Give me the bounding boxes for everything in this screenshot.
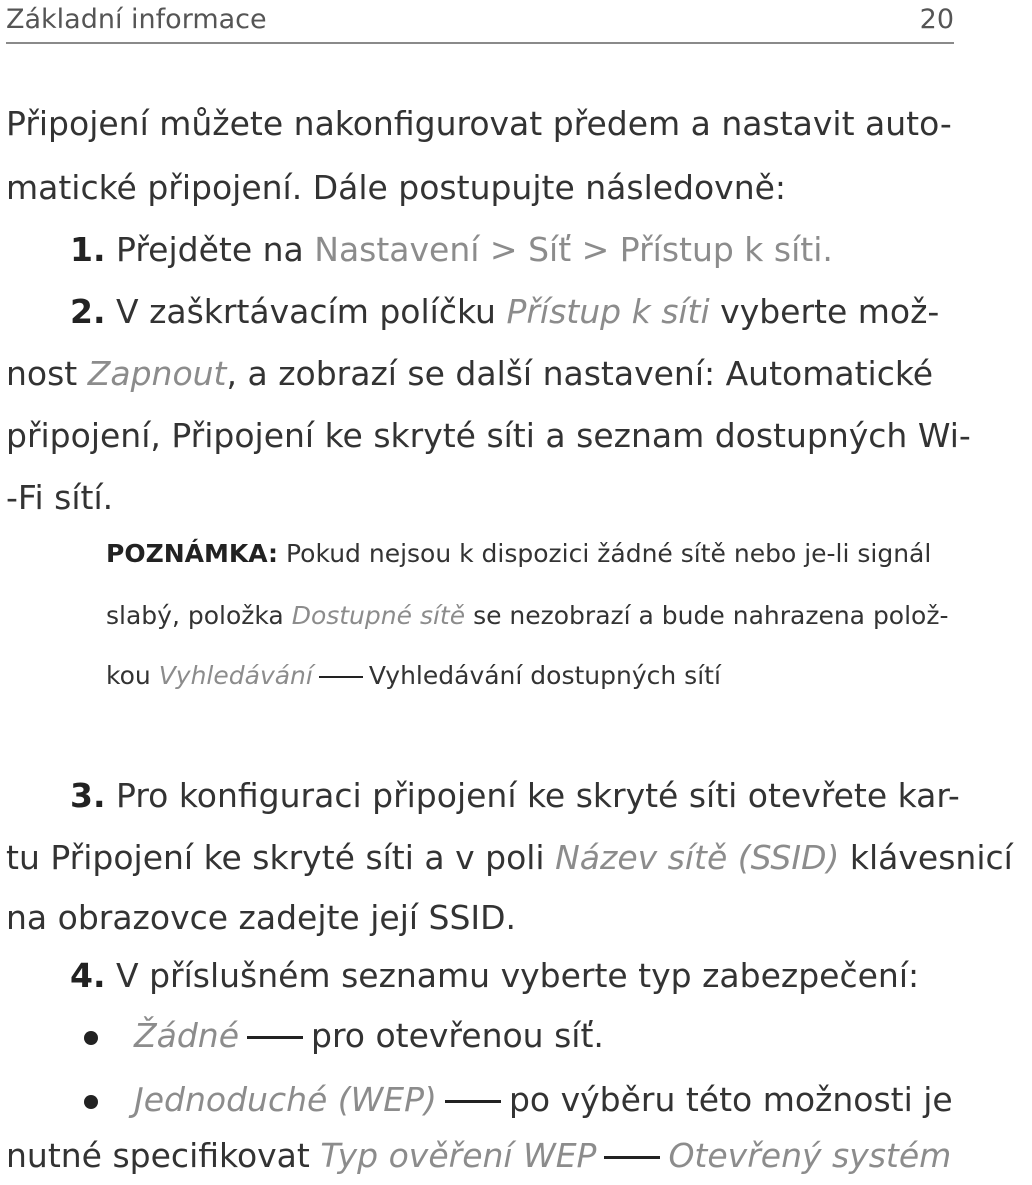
step-2-term-2: Zapnout (87, 354, 227, 393)
page-header (6, 0, 954, 44)
step-2-line-2 (6, 354, 954, 394)
last-text: nutné specifikovat (6, 1136, 310, 1175)
bullet-1-text: pro otevřenou síť. (311, 1016, 604, 1055)
step-4 (70, 956, 1018, 996)
section-title: Základní informace (6, 4, 267, 35)
step-2-term-1: Přístup k síti (506, 292, 710, 331)
step-1-text: Přejděte na (116, 230, 304, 269)
intro-line-2: matické připojení. Dále postupujte následovně: (6, 168, 787, 207)
intro-line-1: Připojení můžete nakonfigurovat předem a nastavit auto- (6, 104, 952, 143)
step-1 (70, 230, 1018, 270)
note-term-2: Vyhledávání (158, 661, 313, 690)
note-text-1: Pokud nejsou k dispozici žádné sítě nebo je-li signál (286, 539, 932, 568)
step-3-term: Název sítě (SSID) (555, 838, 840, 877)
note-l3-b: Vyhledávání dostupných sítí (368, 661, 721, 690)
step-2-text-b: vyberte mož- (720, 292, 940, 331)
note-line-1 (106, 538, 956, 570)
step-2-l2-b: , a zobrazí se další nastavení: Automatické (226, 354, 934, 393)
step-3-l2-b: klávesnicí (849, 838, 1013, 877)
note-l3-a: kou (106, 661, 151, 690)
note-l2-a: slabý, položka (106, 601, 284, 630)
step-1-number: 1. (70, 230, 106, 269)
note-l2-b: se nezobrazí a bude nahrazena polož- (473, 601, 949, 630)
em-dash (604, 1156, 660, 1159)
bullet-1-term: Žádné (134, 1016, 239, 1055)
em-dash (247, 1036, 303, 1039)
step-4-text: V příslušném seznamu vyberte typ zabezpečení: (116, 956, 920, 995)
bullet-2-term: Jednoduché (WEP) (134, 1080, 437, 1119)
bullet-2-text: po výběru této možnosti je (508, 1080, 953, 1119)
step-2-line-3: připojení, Připojení ke skryté síti a seznam dostupných Wi- (6, 416, 971, 455)
step-1-path: Nastavení > Síť > Přístup k síti. (314, 230, 833, 269)
step-2-line-4: -Fi sítí. (6, 478, 114, 517)
step-3-line-3: na obrazovce zadejte její SSID. (6, 898, 517, 937)
note-label: POZNÁMKA: (106, 539, 279, 568)
em-dash (319, 676, 363, 678)
step-3-number: 3. (70, 776, 106, 815)
step-3-line-2 (6, 838, 1013, 878)
em-dash (445, 1100, 501, 1103)
note-term-1: Dostupné sítě (291, 601, 466, 630)
last-line (6, 1136, 954, 1176)
step-3-l2-a: tu Připojení ke skryté síti a v poli (6, 838, 545, 877)
step-2-text-a: V zaškrtávacím políčku (116, 292, 496, 331)
bullet-item-1 (84, 1016, 1032, 1056)
note-line-3 (106, 660, 956, 692)
last-term-1: Typ ověření WEP (320, 1136, 597, 1175)
step-2-line-1 (70, 292, 1018, 332)
step-2-number: 2. (70, 292, 106, 331)
note-line-2 (106, 600, 956, 632)
last-term-2: Otevřený systém (668, 1136, 952, 1175)
step-2-l2-a: nost (6, 354, 78, 393)
step-4-number: 4. (70, 956, 106, 995)
bullet-icon (84, 1031, 98, 1045)
bullet-item-2 (84, 1080, 1032, 1120)
page-number: 20 (919, 4, 954, 35)
step-3-line-1 (70, 776, 1018, 816)
step-3-text-1: Pro konfiguraci připojení ke skryté síti otevřete kar- (116, 776, 960, 815)
bullet-icon (84, 1095, 98, 1109)
